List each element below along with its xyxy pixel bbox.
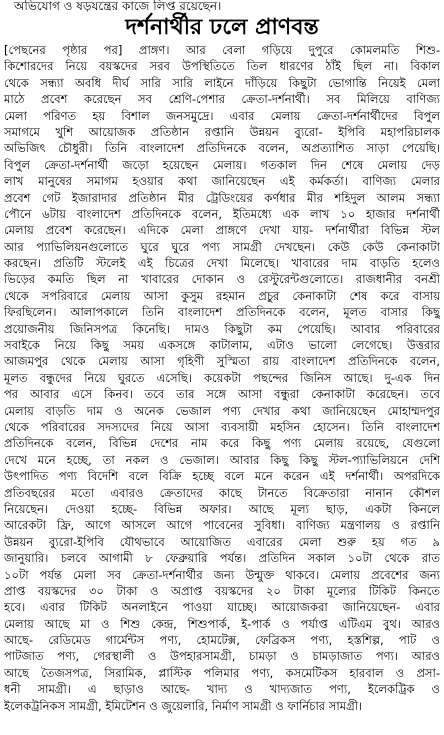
article-line: প্রাপ্ত বয়স্কদের ৩০ টাকা ও অপ্রাপ্ত বয়স্কদের ২০ টাকা মূল্যের টিকিট কিনতে — [4, 583, 440, 598]
article-line: ভিড়ের কমতি ছিল না খাবারের দোকান ও রেস্টুরেন্টগুলোতে। রাজধানীর বনশ্রী — [4, 272, 440, 287]
article-line: থেকে সন্ধ্যা অবধি দীর্ঘ সারি সারি লাইনে দাঁড়িয়ে কিছুটা ভোগান্তি নিয়েই মেলা — [4, 75, 440, 90]
article-line: অভিজিৎ চৌধুরী। তিনি বাংলাদেশ প্রতিদিনকে বলেন, অপ্রত্যাশিত সাড়া পেয়েছি। — [4, 141, 440, 156]
article-line: মেলায় প্রবেশ করেছেন। এদিকে মেলা প্রাঙ্গণে দেখা যায়- দর্শনার্থীরা বিভিন্ন স্টল — [4, 223, 440, 238]
article-line: করছেন। প্রতিটি স্টলেই এই চিত্রের দেখা মিলেছে। খাবারের দাম বাড়তি হলেও — [4, 256, 440, 271]
article-line: বিপুল ক্রেতা-দর্শনার্থী জড়ো হয়েছেন মেলায়। গতকাল দিন শেষে মেলায় দেড় — [4, 157, 440, 172]
article-line: মূলত বন্ধুদের নিয়ে ঘুরতে এসেছি। কয়েকটা পছন্দের জিনিস আছে। দু-এক দিন — [4, 370, 440, 385]
article-line: সমাগমে খুশি আয়োজক প্রতিষ্ঠান রপ্তানি উন্নয়ন ব্যুরো- ইপিবি মহাপরিচালক — [4, 124, 440, 139]
article-body — [4, 42, 440, 714]
article-line: প্রতিবছরের মতো এবারও ক্রেতাদের কাছে টানতে বিক্রেতারা নানান কৌশল — [4, 485, 440, 500]
article-line: ফিরছিলেন। আলাপকালে তিনি বাংলাদেশ প্রতিদিনকে বলেন, মূলত বাসার কিছু — [4, 305, 440, 320]
article-line: প্রতিদিনকে বলেন, বিভিন্ন দেশের নাম করে কিছু পণ্য মেলায় রয়েছে, যেগুলো — [4, 436, 440, 451]
article-line: সবাইকে নিয়ে কিছু সময় একসঙ্গে কাটালাম, এটাও ভালো লেগেছে। উত্তরার — [4, 338, 440, 353]
previous-paragraph-fragment: অভিযোগ ও ষড়যন্ত্রের কাজে লিপ্ত রয়েছেন। — [14, 0, 222, 13]
article-line: মাঠে প্রবেশ করেছেন সব শ্রেণি-পেশার ক্রেতা-দর্শনার্থী। সব মিলিয়ে বাণিজ্য — [4, 92, 440, 107]
article-line: আছে তৈজসপত্র, সিরামিক, প্লাস্টিক পলিমার পণ্য, কসমেটিকস হারবাল ও প্রসা- — [4, 665, 440, 680]
article-line: আজমপুর থেকে মেলায় আসা গৃহিণী সুস্মিতা রায় বাংলাদেশ প্রতিদিনকে বলেন, — [4, 354, 440, 369]
article-line: পাটজাত পণ্য, গেরস্থালী ও উপহারসামগ্রী, চামড়া ও চামড়াজাত পণ্য। আরও — [4, 649, 440, 664]
article-line: থেকে সপরিবারে মেলায় আসা কুসুম রহমান প্রচুর কেনাকাটা শেষ করে বাসায় — [4, 288, 440, 303]
article-line: ধনী সামগ্রী। এ ছাড়াও আছে- খাদ্য ও খাদ্যজাত পণ্য, ইলেকট্রিক ও — [4, 682, 440, 697]
article-headline: দর্শনার্থীর ঢলে প্রাণবন্ত — [125, 15, 319, 40]
article-line: আরেকটা ফ্রি, আগে আসলে আগে পাবেনের সুবিধা। বাণিজ্য মন্ত্রণালয় ও রপ্তানি — [4, 518, 440, 533]
article-line: থেকে পরিবারের সদস্যদের নিয়ে আসা ব্যবসায়ী মহসিন হোসেন। তিনি বাংলাদেশ — [4, 419, 440, 434]
article-line: লাখ মানুষের সমাগম হওয়ার কথা জানিয়েছেন এই কর্মকর্তা। বাণিজ্য মেলার — [4, 174, 440, 189]
article-line: মেলায় বাড়তি দাম ও অনেক ভেজাল পণ্য দেখার কথা জানিয়েছেন মোহাম্মদপুর — [4, 403, 440, 418]
article-line: দেখে মনে হচ্ছে, তা নকল ও ভেজাল। আবার কিছু কিছু স্টল-প্যাভিলিয়নে দেশি — [4, 452, 440, 467]
article-line: নিয়েছেন। দেওয়া হচ্ছে- বিভিন্ন অফার। আছে মূল্য ছাড়, একটা কিনলে — [4, 501, 440, 516]
article-line: [পেছনের পৃষ্ঠার পর] প্রাঙ্গণ। আর বেলা গড়িয়ে দুপুরে কোমলমতি শিশু- — [4, 43, 440, 57]
article-line: পর আবার এসে কিনব। তবে তার সঙ্গে আসা বন্ধুরা কেনাকাটা করেছেন। তবে — [4, 387, 440, 402]
article-line: আছে- রেডিমেড গার্মেন্টস পণ্য, হোমটেক্স, ফেব্রিকস পণ্য, হস্তশিল্প, পাট ও — [4, 633, 440, 648]
article-line: মেলায় আছে মা ও শিশু কেন্দ্র, শিশুপার্ক, ই-পার্ক ও পর্যাপ্ত এটিএম বুথ। আরও — [4, 616, 440, 631]
article-line: মেলা পরিণত হয় বিশাল জনসমুদ্রে। এবার মেলায় ক্রেতা-দর্শনার্থীদের বিপুল — [4, 108, 440, 123]
article-line: উৎপাদিত পণ্য বিদেশি বলে বিক্রি হচ্ছে বলে মনে করেন এই দর্শনার্থী। অপরদিকে — [4, 469, 440, 484]
article-line: ১০টা পর্যন্ত মেলা সব ক্রেতা-দর্শনার্থীর জন্য উন্মুক্ত থাকবে। মেলায় প্রবেশের জন্য — [4, 567, 440, 582]
article-line: আর প্যাভিলিয়নগুলোতে ঘুরে ঘুরে পণ্য সামগ্রী দেখছেন। কেউ কেউ কেনাকাটা — [4, 239, 440, 254]
article-line: ইলেকট্রনিকস সামগ্রী, ইমিটেশন ও জুয়েলারি, নির্মাণ সামগ্রী ও ফার্নিচার সামগ্রী। — [4, 698, 363, 713]
article-line: উন্নয়ন ব্যুরো-ইপিবি যৌথভাবে আয়োজিত এবারের মেলা শুরু হয় গত ৯ — [4, 534, 440, 549]
article-line: প্রয়োজনীয় জিনিসপত্র কিনেছি। দামও কিছুটা কম পেয়েছি। আবার পরিবারের — [4, 321, 440, 336]
article-line: জানুয়ারি। চলবে আগামী ৮ ফেব্রুয়ারি পর্যন্ত। প্রতিদিন সকাল ১০টা থেকে রাত — [4, 551, 440, 566]
article-line: পৌনে ৬টায় বাংলাদেশ প্রতিদিনকে বলেন, ইতিমধ্যে এক লাখ ১০ হাজার দর্শনার্থী — [4, 206, 440, 221]
article-line: প্রবেশ গেট ইজারাদার প্রতিষ্ঠান মীর ট্রেডিংয়ের কর্ণধার মীর শহিদুল আলম সন্ধ্যা — [4, 190, 440, 205]
article-line: কিশোরদের নিয়ে বয়স্কদের সরব উপস্থিতিতে তিল ধারণের ঠাঁই ছিল না। বিকাল — [4, 59, 440, 74]
article-line: হবে। এবার টিকিট অনলাইনে পাওয়া যাচ্ছে। আয়োজকরা জানিয়েছেন- এবার — [4, 600, 440, 615]
